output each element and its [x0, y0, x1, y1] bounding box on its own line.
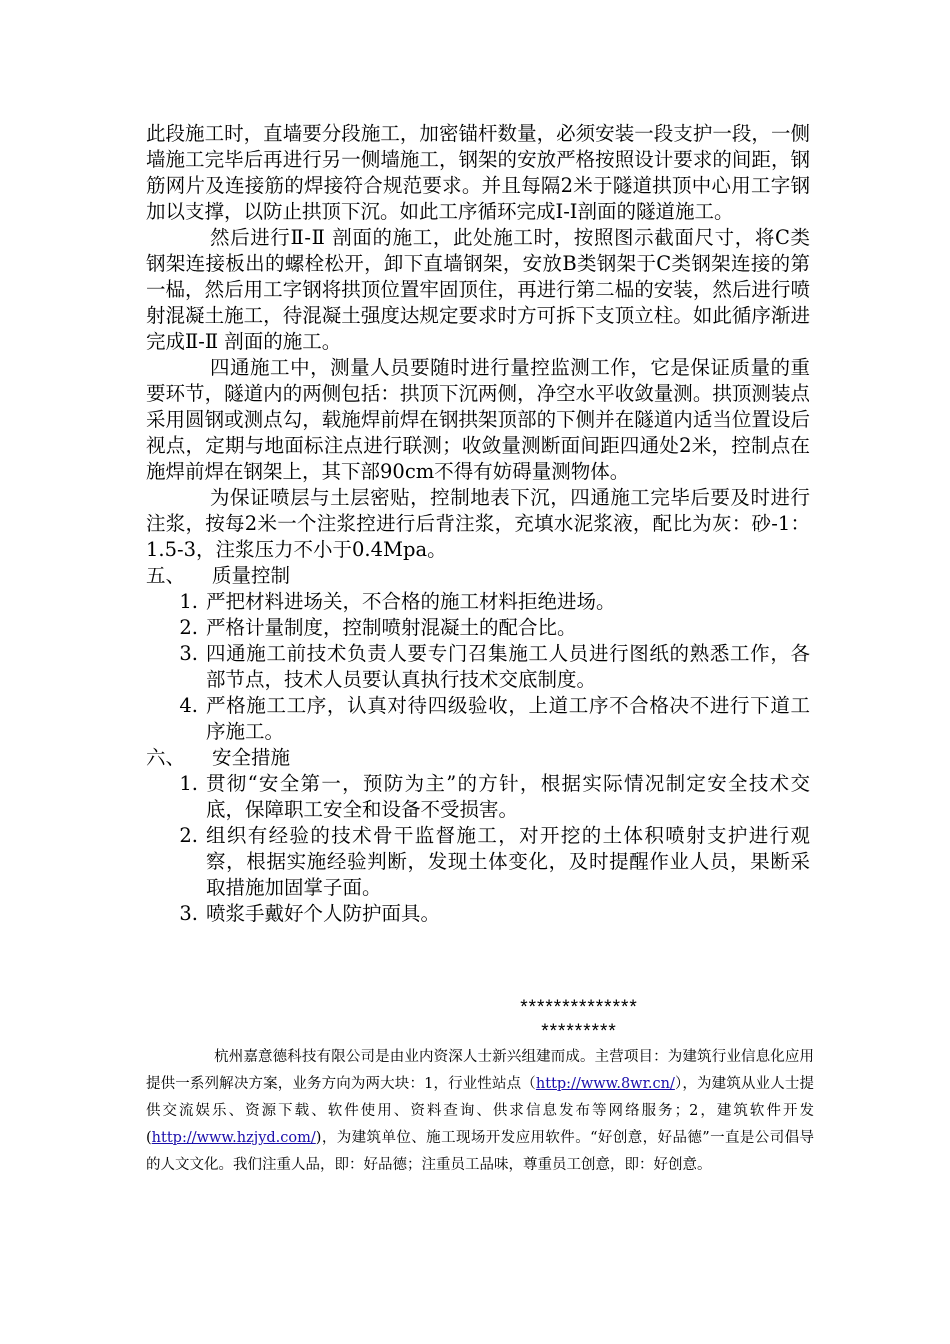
list-index: 2.	[179, 616, 198, 639]
section-heading-quality	[146, 563, 810, 589]
paragraph-2: 然后进行Ⅱ-Ⅱ 剖面的施工，此处施工时，按照图示截面尺寸，将C类钢架连接板出的螺栓松开，卸下直墙钢架，安放B类钢架于C类钢架连接的第一榀，然后用工字钢将拱顶位置牢固顶住，再进行第二榀的安装，然后进行喷射混凝土施工，待混凝土强度达规定要求时方可拆下支顶立柱。如此循序渐进完成Ⅱ-Ⅱ 剖面的施工。	[146, 226, 810, 353]
section-number: 六、	[146, 746, 186, 769]
list-item	[146, 615, 810, 641]
list-index: 4.	[179, 694, 198, 717]
paragraph-3: 四通施工中，测量人员要随时进行量控监测工作，它是保证质量的重要环节，隧道内的两侧包括：拱顶下沉两侧，净空水平收敛量测。拱顶测装点采用圆钢或测点勾，载施焊前焊在钢拱架顶部的下侧并在隧道内适当位置设后视点，定期与地面标注点进行联测；收敛量测断面间距四通处2米，控制点在施焊前焊在钢架上，其下部90cm不得有妨碍量测物体。	[146, 356, 810, 483]
list-text: 严格施工工序，认真对待四级验收，上道工序不合格决不进行下道工序施工。	[206, 694, 810, 743]
section-number: 五、	[146, 564, 186, 587]
document-body	[146, 121, 810, 927]
site-link-hzjyd[interactable]: http://www.hzjyd.com/	[151, 1130, 316, 1146]
list-item	[146, 641, 810, 693]
paragraph-1: 此段施工时，直墙要分段施工，加密锚杆数量，必须安装一段支护一段，一侧墙施工完毕后再进行另一侧墙施工，钢架的安放严格按照设计要求的间距，钢筋网片及连接筋的焊接符合规范要求。并且每隔2米于隧道拱顶中心用工字钢加以支撑，以防止拱顶下沉。如此工序循环完成I-I剖面的隧道施工。	[146, 122, 810, 223]
list-text: 喷浆手戴好个人防护面具。	[206, 902, 441, 925]
list-text: 严把材料进场关，不合格的施工材料拒绝进场。	[206, 590, 616, 613]
list-text: 四通施工前技术负责人要专门召集施工人员进行图纸的熟悉工作，各部节点，技术人员要认真执行技术交底制度。	[206, 642, 810, 691]
list-index: 1.	[179, 772, 198, 795]
list-index: 2.	[179, 824, 198, 847]
footer-text-part-2: ），为建筑从业人士提供交流娱乐、资源下载、软件使用、资料查询、供求信息发布等网络服务；2，建筑软件开发(	[146, 1076, 814, 1146]
safety-list	[146, 771, 810, 927]
footer-text-part-3: )，为建筑单位、施工现场开发应用软件。“好创意，好品德”一直是公司倡导的人文文化。我们注重人品，即：好品德；注重员工品味，尊重员工创意，即：好创意。	[146, 1130, 814, 1173]
quality-list	[146, 589, 810, 745]
list-index: 3.	[179, 902, 198, 925]
list-text: 组织有经验的技术骨干监督施工，对开挖的土体积喷射支护进行观察，根据实施经验判断，发现土体变化，及时提醒作业人员，果断采取措施加固掌子面。	[206, 824, 810, 899]
list-text: 严格计量制度，控制喷射混凝土的配合比。	[206, 616, 577, 639]
list-item	[146, 901, 810, 927]
section-title: 质量控制	[212, 564, 291, 587]
section-title: 安全措施	[212, 746, 291, 769]
list-text: 贯彻“安全第一，预防为主”的方针，根据实际情况制定安全技术交底，保障职工安全和设备不受损害。	[206, 772, 810, 821]
list-item	[146, 589, 810, 615]
separator-stars-line-1: **************	[520, 997, 638, 1018]
list-index: 3.	[179, 642, 198, 665]
list-index: 1.	[179, 590, 198, 613]
list-item	[146, 693, 810, 745]
footer-text-part-1: 杭州嘉意德科技有限公司是由业内资深人士新兴组建而成。主营项目：为建筑行业信息化应用提供一系列解决方案，业务方向为两大块：1，行业性站点（	[146, 1049, 814, 1092]
site-link-8wr[interactable]: http://www.8wr.cn/	[535, 1076, 675, 1092]
list-item	[146, 771, 810, 823]
paragraph-4: 为保证喷层与土层密贴，控制地表下沉，四通施工完毕后要及时进行注浆，按每2米一个注浆控进行后背注浆，充填水泥浆液，配比为灰：砂-1：1.5-3，注浆压力不小于0.4Mpa。	[146, 486, 810, 561]
separator-stars-line-2: *********	[541, 1021, 617, 1042]
list-item	[146, 823, 810, 901]
company-footer	[146, 1044, 814, 1179]
section-heading-safety	[146, 745, 810, 771]
